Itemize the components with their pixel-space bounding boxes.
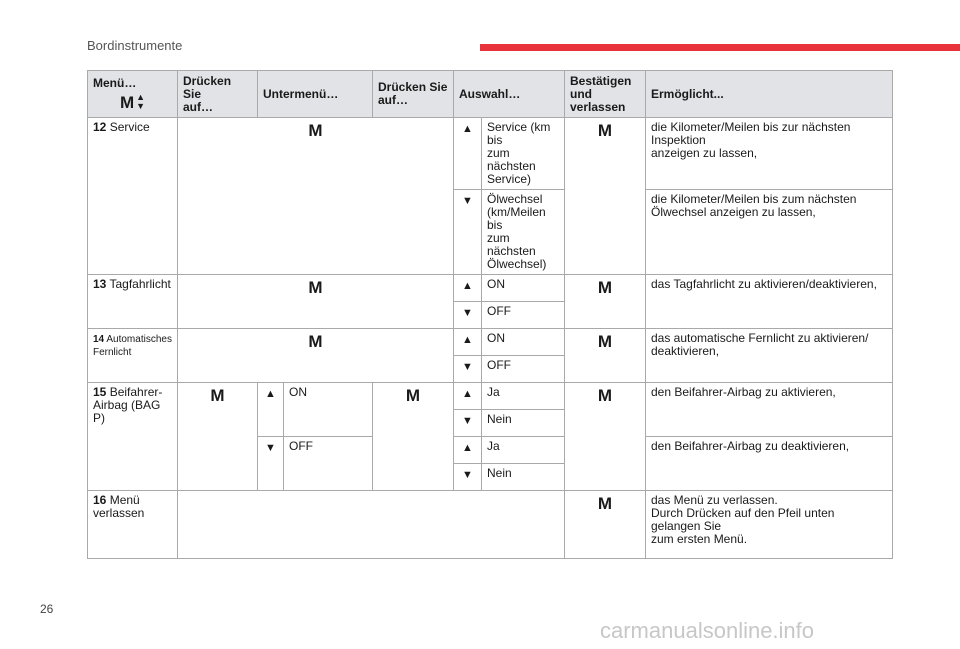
header-press1-line2: auf… <box>183 99 213 114</box>
arrow-cell <box>454 190 482 275</box>
arrow-up-icon: ▲ <box>462 442 473 454</box>
header-confirm <box>565 71 646 118</box>
arrow-cell <box>454 437 482 464</box>
table-row-exit <box>88 491 893 559</box>
confirm-cell <box>565 118 646 275</box>
header-selection: Auswahl… <box>454 71 565 118</box>
arrow-down-icon: ▼ <box>462 195 473 207</box>
m-button-icon: M <box>597 278 613 297</box>
header-press1 <box>178 71 258 118</box>
section-title: Bordinstrumente <box>87 38 183 53</box>
table-row-highbeam-1 <box>88 329 893 356</box>
arrow-up-icon: ▲ <box>462 280 473 292</box>
menu-number: 16 <box>93 493 107 507</box>
submenu-arrow-cell <box>258 437 284 491</box>
description-text: deaktivieren, <box>651 344 720 358</box>
menu-label: Automatisches <box>106 334 172 345</box>
arrow-down-icon: ▼ <box>136 101 146 111</box>
menu-table <box>87 70 893 559</box>
table-row-service-1 <box>88 118 893 190</box>
option-text: Ölwechsel) <box>487 257 547 271</box>
menu-number: 13 <box>93 277 107 291</box>
option-cell: Nein <box>482 410 565 437</box>
option-text: Service (km bis <box>487 120 551 147</box>
arrow-up-icon: ▲ <box>462 334 473 346</box>
description-text: Ölwechsel anzeigen zu lassen, <box>651 205 816 219</box>
menu-header-icons <box>93 90 172 111</box>
header-confirm-line2: und <box>570 86 592 101</box>
option-cell: Ja <box>482 437 565 464</box>
m-button-icon: M <box>210 386 225 405</box>
header-confirm-line3: verlassen <box>570 99 626 114</box>
submenu-arrow-cell <box>258 383 284 437</box>
header-press2-line1: Drücken Sie <box>378 80 448 94</box>
header-press2 <box>373 71 454 118</box>
empty-cell <box>178 491 565 559</box>
m-button-icon: M <box>597 332 613 351</box>
menu-cell-exit <box>88 491 178 559</box>
arrow-cell <box>454 118 482 190</box>
press-cell <box>178 275 454 329</box>
option-text: Service) <box>487 172 532 186</box>
up-down-arrows <box>136 93 145 111</box>
menu-label: Beifahrer- <box>109 385 163 399</box>
table-row-daylight-1 <box>88 275 893 302</box>
arrow-up-icon: ▲ <box>136 92 146 102</box>
option-text: zum nächsten <box>487 146 536 173</box>
m-button-icon: M <box>597 121 613 140</box>
description-text: die Kilometer/Meilen bis zum nächsten <box>651 192 857 206</box>
m-button-icon: M <box>308 332 323 351</box>
description-text: Durch Drücken auf den Pfeil unten gelangen Sie <box>651 506 835 533</box>
description-cell: den Beifahrer-Airbag zu aktivieren, <box>646 383 893 437</box>
description-cell <box>646 491 893 559</box>
option-text: zum nächsten <box>487 231 536 258</box>
page-number: 26 <box>40 602 54 616</box>
header-press2-line2: auf… <box>378 93 408 107</box>
option-cell <box>482 190 565 275</box>
menu-cell-airbag <box>88 383 178 491</box>
description-cell <box>646 118 893 190</box>
arrow-up-icon: ▲ <box>462 388 473 400</box>
menu-number: 12 <box>93 120 107 134</box>
press-cell <box>178 118 454 275</box>
option-cell: Ja <box>482 383 565 410</box>
menu-label: verlassen <box>93 506 145 520</box>
watermark: carmanualsonline.info <box>600 618 815 643</box>
confirm-cell <box>565 329 646 383</box>
header-enables: Ermöglicht... <box>646 71 893 118</box>
description-cell <box>646 190 893 275</box>
description-cell <box>646 329 893 383</box>
option-cell: Nein <box>482 464 565 491</box>
description-cell: das Tagfahrlicht zu aktivieren/deaktivieren, <box>646 275 893 329</box>
menu-label: Menü <box>109 493 140 507</box>
menu-number: 15 <box>93 385 107 399</box>
arrow-down-icon: ▼ <box>462 307 473 319</box>
table-header-row <box>88 71 893 118</box>
header-press1-line1: Drücken Sie <box>183 73 232 101</box>
arrow-up-icon: ▲ <box>265 388 276 400</box>
option-cell: ON <box>482 329 565 356</box>
confirm-cell <box>565 275 646 329</box>
option-cell: OFF <box>482 302 565 329</box>
menu-cell-service <box>88 118 178 275</box>
arrow-down-icon: ▼ <box>462 361 473 373</box>
option-text: (km/Meilen bis <box>487 205 546 232</box>
menu-label: Tagfahrlicht <box>109 277 171 291</box>
menu-label: Airbag (BAG P) <box>93 398 161 425</box>
m-button-icon: M <box>308 278 323 297</box>
arrow-cell <box>454 383 482 410</box>
header-menu <box>88 71 178 118</box>
arrow-cell <box>454 410 482 437</box>
m-button-icon: M <box>597 386 613 405</box>
arrow-cell <box>454 356 482 383</box>
press2-cell <box>373 383 454 491</box>
option-cell <box>482 118 565 190</box>
confirm-cell <box>565 491 646 559</box>
header-submenu: Untermenü… <box>258 71 373 118</box>
table-row-airbag-1 <box>88 383 893 410</box>
description-text: das automatische Fernlicht zu aktivieren/ <box>651 331 869 345</box>
arrow-cell <box>454 302 482 329</box>
press-cell <box>178 329 454 383</box>
option-cell: OFF <box>482 356 565 383</box>
m-button-icon: M <box>405 386 421 405</box>
arrow-down-icon: ▼ <box>462 469 473 481</box>
option-cell: ON <box>482 275 565 302</box>
description-text: zum ersten Menü. <box>651 532 748 546</box>
description-text: die Kilometer/Meilen bis zur nächsten Inspektion <box>651 120 851 147</box>
m-button-icon: M <box>119 93 135 112</box>
m-button-icon: M <box>308 121 323 140</box>
description-text: das Menü zu verlassen. <box>651 493 778 507</box>
submenu-cell: ON <box>284 383 373 437</box>
description-text: anzeigen zu lassen, <box>651 146 758 160</box>
arrow-down-icon: ▼ <box>265 442 276 454</box>
description-cell: den Beifahrer-Airbag zu deaktivieren, <box>646 437 893 491</box>
menu-number: 14 <box>93 334 105 345</box>
option-text: Ölwechsel <box>487 192 543 206</box>
section-accent-bar <box>480 44 960 51</box>
arrow-up-icon: ▲ <box>462 123 473 135</box>
press-cell <box>178 383 258 491</box>
arrow-cell <box>454 275 482 302</box>
m-button-icon: M <box>597 494 613 513</box>
confirm-cell <box>565 383 646 491</box>
menu-cell-highbeam <box>88 329 178 383</box>
arrow-down-icon: ▼ <box>462 415 473 427</box>
submenu-cell: OFF <box>284 437 373 491</box>
header-confirm-line1: Bestätigen <box>570 73 632 88</box>
menu-label: Fernlicht <box>93 347 132 358</box>
arrow-cell <box>454 464 482 491</box>
arrow-cell <box>454 329 482 356</box>
header-menu-label: Menü… <box>93 76 137 90</box>
menu-label: Service <box>109 120 150 134</box>
menu-cell-daylight <box>88 275 178 329</box>
